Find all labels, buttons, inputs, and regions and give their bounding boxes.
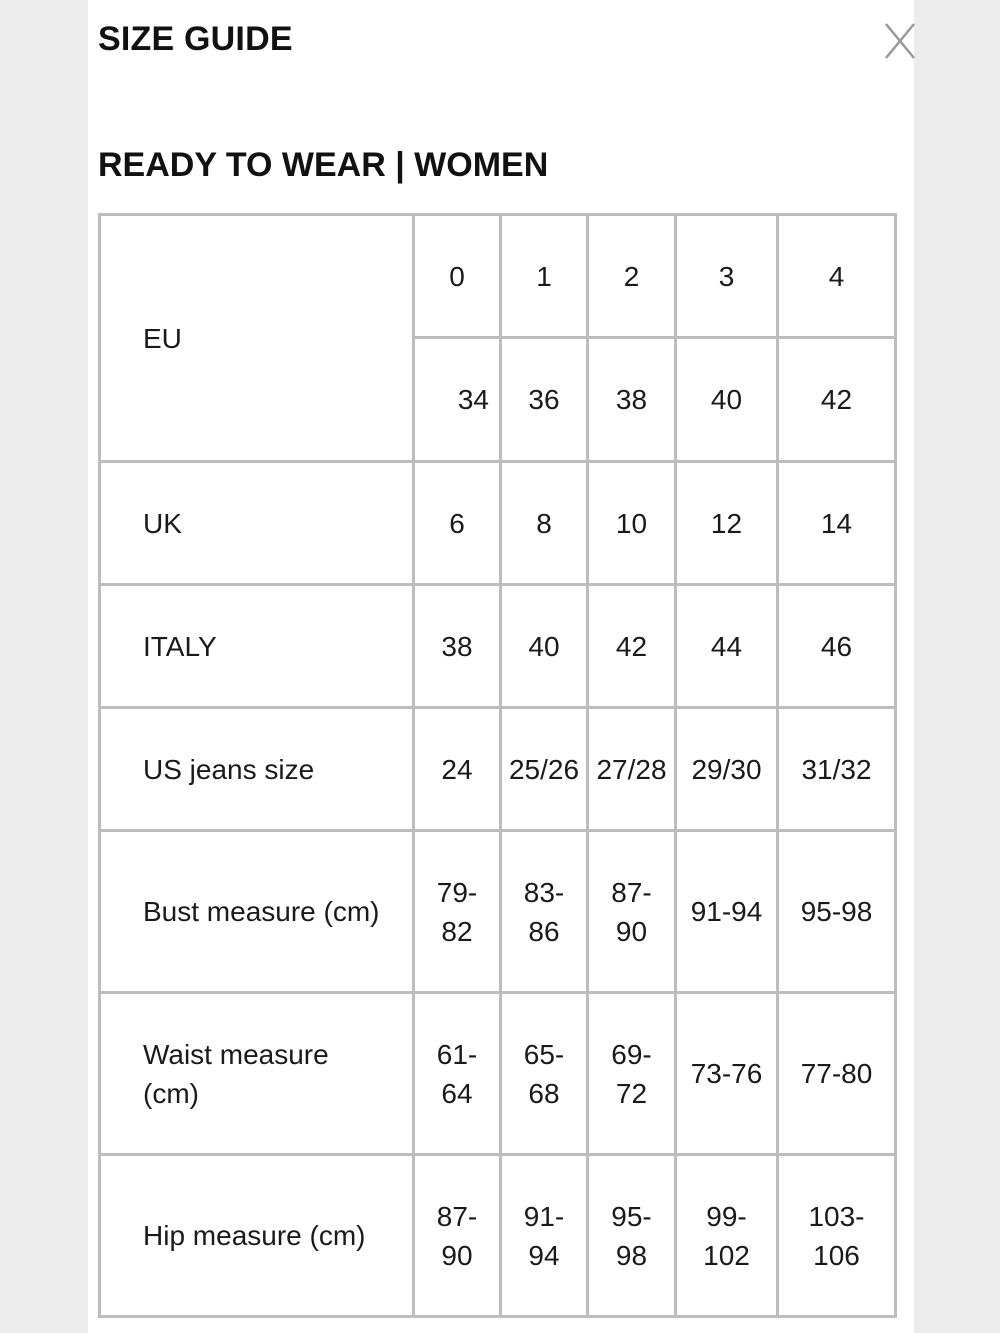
waist-measure-cell: 73-76 [676,993,778,1155]
us-jeans-size-cell: 29/30 [676,708,778,831]
italy-size-cell: 46 [778,585,896,708]
row-label-bust: Bust measure (cm) [100,831,414,993]
waist-measure-cell: 69- 72 [588,993,676,1155]
us-jeans-size-cell: 27/28 [588,708,676,831]
row-label-eu: EU [100,215,414,462]
hip-measure-cell: 91- 94 [501,1155,588,1317]
eu-size-cell: 34 [414,338,501,462]
us-jeans-size-cell: 31/32 [778,708,896,831]
row-label-us-jeans: US jeans size [100,708,414,831]
eu-size-cell: 38 [588,338,676,462]
eu-code-cell: 0 [414,215,501,338]
hip-measure-cell: 99- 102 [676,1155,778,1317]
table-row-waist [100,993,896,1155]
row-label-hip: Hip measure (cm) [100,1155,414,1317]
eu-size-cell: 36 [501,338,588,462]
row-label-waist: Waist measure (cm) [100,993,414,1155]
close-icon [884,22,918,60]
italy-size-cell: 38 [414,585,501,708]
eu-size-cell: 40 [676,338,778,462]
eu-code-cell: 4 [778,215,896,338]
us-jeans-size-cell: 24 [414,708,501,831]
bust-measure-cell: 95-98 [778,831,896,993]
eu-code-cell: 3 [676,215,778,338]
bust-measure-cell: 79- 82 [414,831,501,993]
uk-size-cell: 12 [676,462,778,585]
modal-title: SIZE GUIDE [98,20,293,58]
uk-size-cell: 8 [501,462,588,585]
bust-measure-cell: 87- 90 [588,831,676,993]
waist-measure-cell: 77-80 [778,993,896,1155]
hip-measure-cell: 95- 98 [588,1155,676,1317]
table-row-uk [100,462,896,585]
italy-size-cell: 42 [588,585,676,708]
table-row-italy [100,585,896,708]
size-table [98,213,897,1318]
eu-code-cell: 1 [501,215,588,338]
italy-size-cell: 40 [501,585,588,708]
row-label-uk: UK [100,462,414,585]
hip-measure-cell: 87- 90 [414,1155,501,1317]
table-row-eu-codes [100,215,896,338]
table-row-hip [100,1155,896,1317]
close-button[interactable] [884,22,918,60]
row-label-italy: ITALY [100,585,414,708]
waist-measure-cell: 61- 64 [414,993,501,1155]
section-title: READY TO WEAR | WOMEN [98,146,549,184]
uk-size-cell: 6 [414,462,501,585]
bust-measure-cell: 83- 86 [501,831,588,993]
eu-size-cell: 42 [778,338,896,462]
bust-measure-cell: 91-94 [676,831,778,993]
italy-size-cell: 44 [676,585,778,708]
table-row-us-jeans [100,708,896,831]
waist-measure-cell: 65- 68 [501,993,588,1155]
eu-code-cell: 2 [588,215,676,338]
us-jeans-size-cell: 25/26 [501,708,588,831]
uk-size-cell: 14 [778,462,896,585]
uk-size-cell: 10 [588,462,676,585]
hip-measure-cell: 103- 106 [778,1155,896,1317]
table-row-bust [100,831,896,993]
size-guide-modal [88,0,914,1333]
